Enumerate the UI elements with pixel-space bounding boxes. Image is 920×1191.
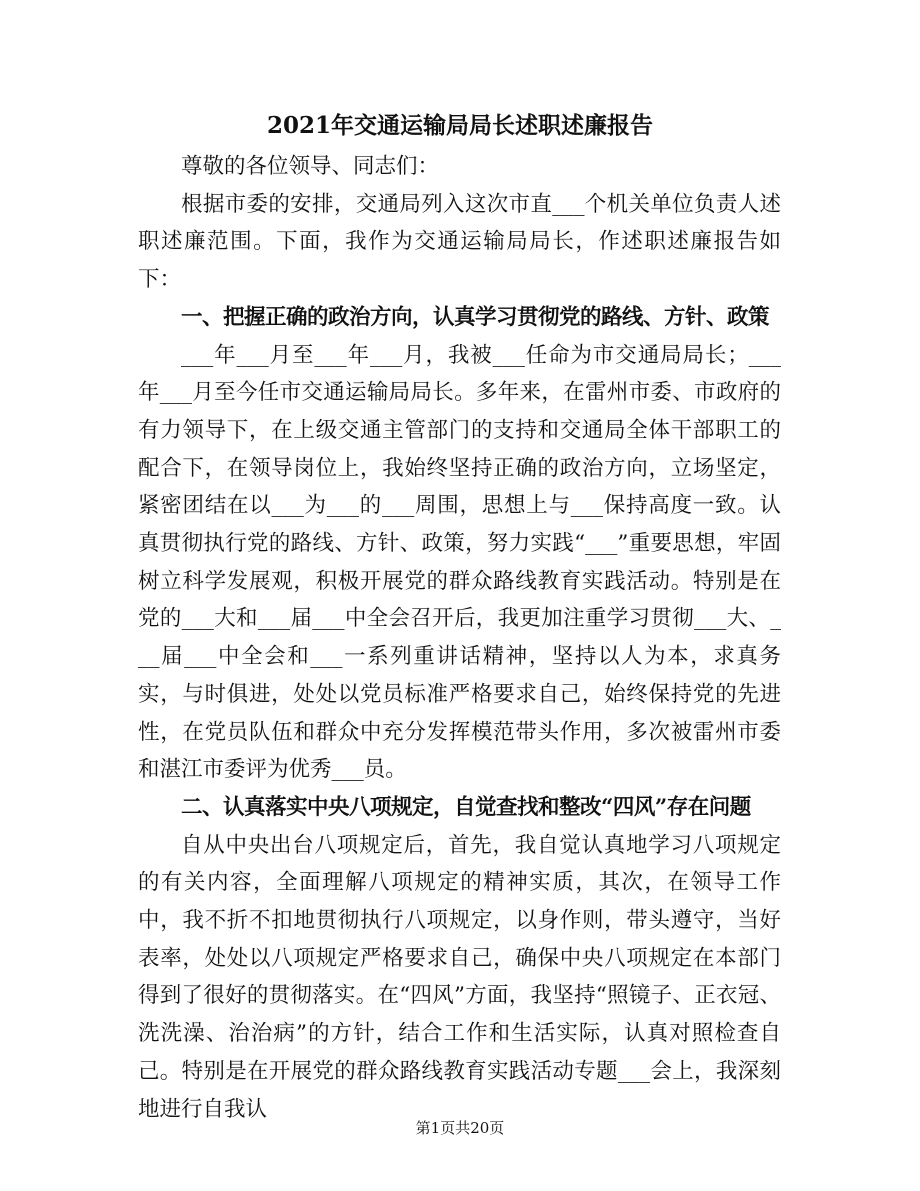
section-heading-2: 二、认真落实中央八项规定，自觉查找和整改“四风”存在问题 xyxy=(181,794,751,820)
document-body xyxy=(138,148,781,1128)
paragraph-section-1: ___年___月至___年___月，我被___任命为市交通局局长；___年___月至今任市交通运输局局长。多年来，在雷州市委、市政府的有力领导下，在上级交通主管部门的支持和交通局全体干部职工的配合下，在领导岗位上，我始终坚持正确的政治方向，立场坚定，紧密团结在以___为___的___周围，思想上与___保持高度一致。认真贯彻执行党的路线、方针、政策，努力实践“___”重要思想，牢固树立科学发展观，积极开展党的群众路线教育实践活动。特别是在党的___大和___届___中全会召开后，我更加注重学习贯彻___大、___届___中全会和___一系列重讲话精神，坚持以人为本，求真务实，与时俱进，处处以党员标准严格要求自己，始终保持党的先进性，在党员队伍和群众中充分发挥模范带头作用，多次被雷州市委和湛江市委评为优秀___员。 xyxy=(138,342,781,783)
paragraph-intro: 根据市委的安排，交通局列入这次市直___个机关单位负责人述职述廉范围。下面，我作为交通运输局局长，作述职述廉报告如下： xyxy=(138,191,781,293)
paragraph-section-2: 自从中央出台八项规定后，首先，我自觉认真地学习八项规定的有关内容，全面理解八项规定的精神实质，其次，在领导工作中，我不折不扣地贯彻执行八项规定，以身作则，带头遵守，当好表率，处处以八项规定严格要求自己，确保中央八项规定在本部门得到了很好的贯彻落实。在“四风”方面，我坚持“照镜子、正衣冠、洗洗澡、治治病”的方针，结合工作和生活实际，认真对照检查自己。特别是在开展党的群众路线教育实践活动专题___会上，我深刻地进行自我认 xyxy=(138,832,781,1122)
salutation: 尊敬的各位领导、同志们： xyxy=(181,154,440,179)
page-footer: 第1页共20页 xyxy=(415,1119,505,1137)
section-heading-1: 一、把握正确的政治方向，认真学习贯彻党的路线、方针、政策 xyxy=(181,304,770,330)
document-title: 2021年交通运输局局长述职述廉报告 xyxy=(266,112,653,139)
